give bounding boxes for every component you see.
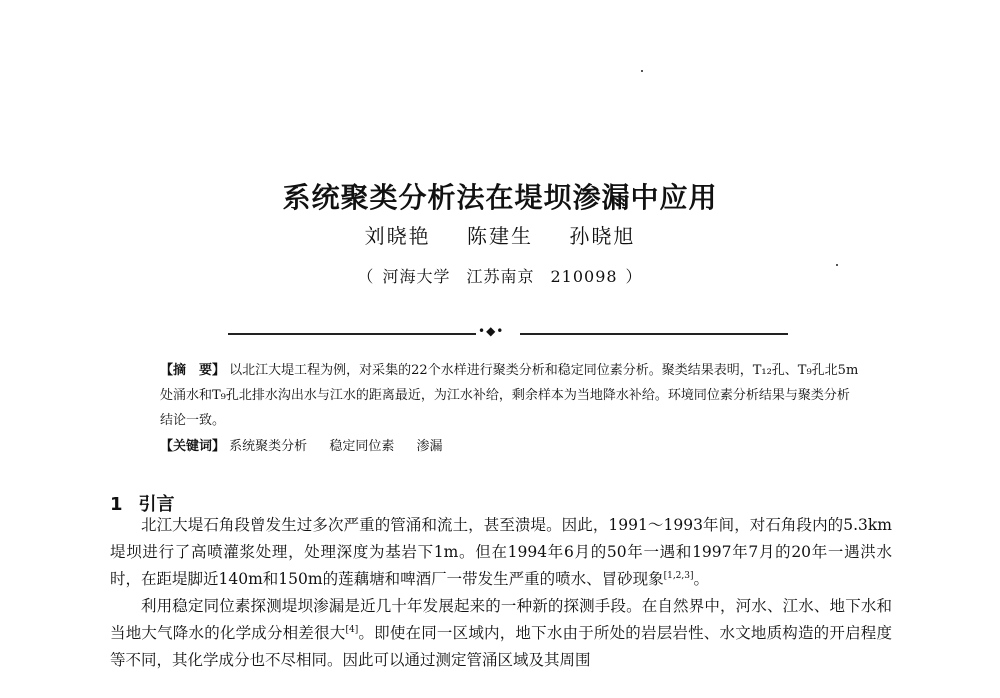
keyword: 稳定同位素 bbox=[329, 439, 395, 454]
paragraph-tail: 。即使在同一区域内，地下水由于所处的岩层岩性、水文地质构造的开启程度等不同，其化学成分也不尽相同。因此可以通过测定管涌区域及其周围 bbox=[110, 624, 892, 669]
author-list bbox=[0, 220, 1000, 249]
author-name: 陈建生 bbox=[467, 224, 533, 248]
affiliation-institution: 河海大学 bbox=[382, 267, 451, 286]
affiliation-open-paren: （ bbox=[357, 267, 375, 286]
divider-ornament-icon: •◆• bbox=[478, 324, 505, 338]
abstract-text: 以北江大堤工程为例，对采集的22个水样进行聚类分析和稳定同位素分析。聚类结果表明，T₁₂孔、T₉孔北5m处涌水和T₉孔北排水沟出水与江水的距离最近，为江水补给，剩余样本为当地降水补给。环境同位素分析结果与聚类分析结论一致。 bbox=[160, 363, 859, 428]
affiliation bbox=[0, 264, 1000, 287]
section-number: 1 bbox=[110, 493, 123, 515]
citation: [4] bbox=[345, 624, 359, 635]
keywords bbox=[160, 434, 860, 459]
scan-speck bbox=[641, 70, 643, 72]
keywords-label: 【关键词】 bbox=[160, 439, 226, 454]
keyword: 系统聚类分析 bbox=[229, 439, 308, 454]
body-text bbox=[110, 512, 892, 674]
paragraph-tail: 。 bbox=[693, 570, 710, 588]
affiliation-city: 江苏南京 bbox=[466, 267, 535, 286]
paper-title: 系统聚类分析法在堤坝渗漏中应用 bbox=[282, 180, 718, 214]
affiliation-close-paren: ） bbox=[625, 267, 643, 286]
divider-line-right bbox=[520, 333, 788, 335]
abstract bbox=[160, 358, 860, 433]
affiliation-postcode: 210098 bbox=[550, 267, 618, 286]
ornamental-divider bbox=[228, 324, 788, 338]
paragraph bbox=[110, 593, 892, 674]
abstract-label: 【摘 要】 bbox=[160, 363, 226, 378]
section-title: 引言 bbox=[138, 493, 175, 515]
author-name: 孙晓旭 bbox=[569, 224, 636, 248]
citation: [1,2,3] bbox=[663, 570, 694, 581]
paragraph bbox=[110, 512, 892, 593]
paragraph-text: 北江大堤石角段曾发生过多次严重的管涌和流土，甚至溃堤。因此，1991～1993年间，对石角段内的5.3km堤坝进行了高喷灌浆处理，处理深度为基岩下1m。但在1994年6月的50年一遇和1997年7月的20年一遇洪水时，在距堤脚近140m和150m的莲藕塘和啤酒厂一带发生严重的喷水、冒砂现象 bbox=[110, 516, 892, 588]
paragraph-text: 利用稳定同位素探测堤坝渗漏是近几十年发展起来的一种新的探测手段。在自然界中，河水、江水、地下水和当地大气降水的化学成分相差很大 bbox=[110, 597, 892, 642]
divider-line-left bbox=[228, 333, 476, 335]
author-name: 刘晓艳 bbox=[364, 224, 431, 248]
keyword: 渗漏 bbox=[416, 439, 443, 454]
